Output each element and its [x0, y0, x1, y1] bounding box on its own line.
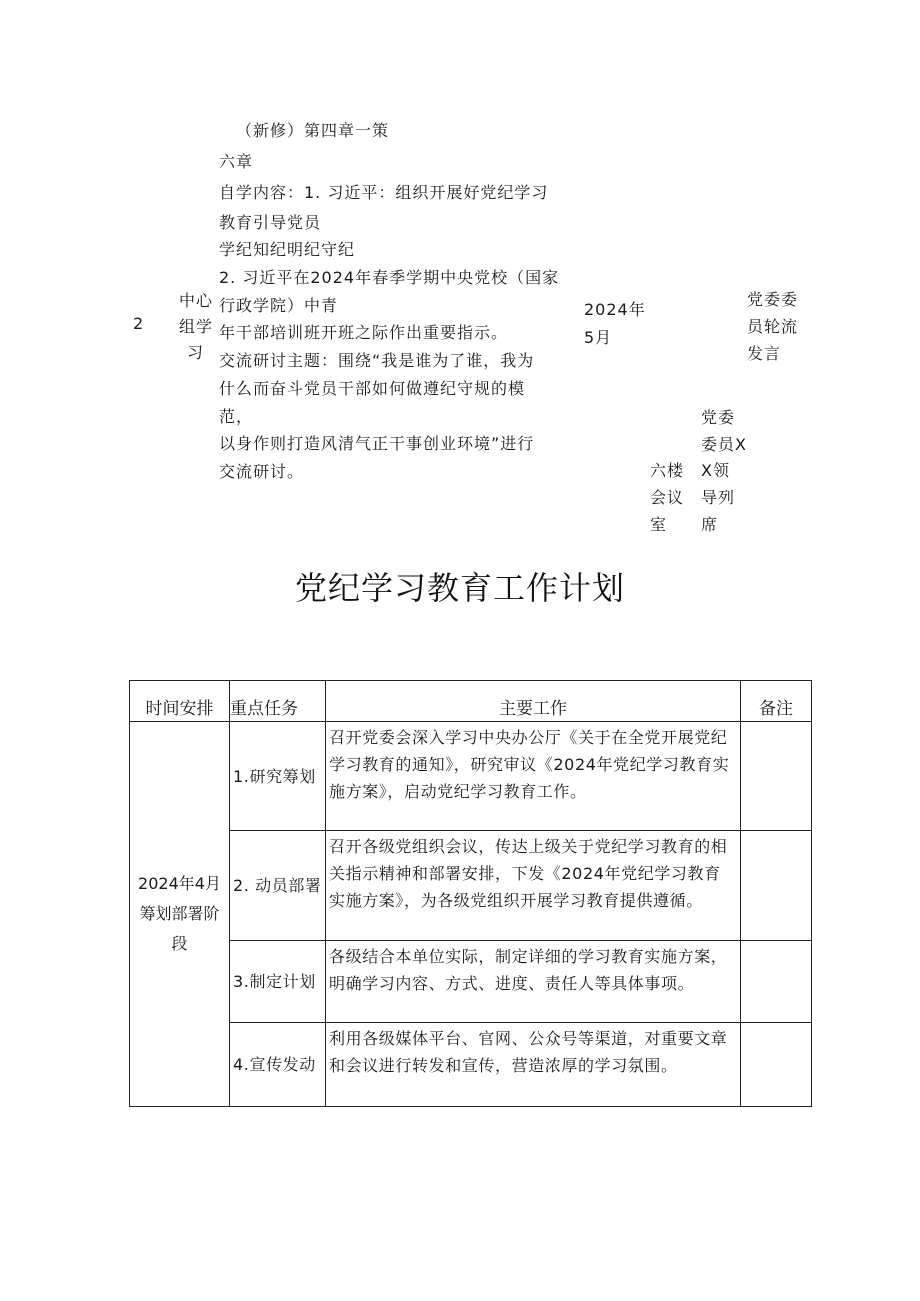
participants-line: 党委	[701, 408, 736, 427]
content-line: 交流研讨。	[219, 462, 305, 481]
participants-line: 导列	[701, 488, 736, 507]
note-cell	[741, 941, 812, 1023]
plan-table	[129, 680, 812, 1107]
stage-line: 筹划部署阶	[139, 904, 220, 923]
note-line: 发言	[747, 344, 782, 363]
task-cell: 3.制定计划	[230, 941, 326, 1023]
content-line: 学纪知纪明纪守纪	[219, 240, 356, 259]
page-title: 党纪学习教育工作计划	[294, 569, 625, 607]
note-line: 党委委	[747, 290, 799, 309]
table-row	[130, 941, 812, 1023]
content-line: 自学内容：1. 习近平：组织开展好党纪学习	[219, 183, 549, 202]
participants-line: X领	[701, 461, 730, 480]
content-line: 2. 习近平在2024年春季学期中央党校（国家	[219, 268, 560, 287]
table-row	[130, 831, 812, 941]
header-task: 重点任务	[230, 681, 326, 722]
stage-line: 2024年4月	[138, 874, 221, 893]
form-line: 中心	[179, 291, 214, 310]
work-cell: 召开各级党组织会议，传达上级关于党纪学习教育的相关指示精神和部署安排，下发《2024年党纪学习教育实施方案》，为各级党组织开展学习教育提供遵循。	[326, 831, 741, 941]
work-cell: 召开党委会深入学习中央办公厅《关于在全党开展党纪学习教育的通知》，研究审议《2024年党纪学习教育实施方案》，启动党纪学习教育工作。	[326, 722, 741, 831]
content-line: 交流研讨主题：围绕“我是谁为了谁，我为	[219, 351, 535, 370]
participants-line: 席	[701, 515, 719, 534]
note-cell	[741, 722, 812, 831]
table-row	[130, 1023, 812, 1107]
content-line: （新修）第四章一策	[236, 121, 390, 140]
note-line: 员轮流	[747, 317, 799, 336]
stage-line: 段	[171, 934, 188, 953]
location-line: 六楼	[650, 461, 685, 480]
header-work: 主要工作	[326, 681, 741, 722]
stage-cell	[130, 722, 230, 1107]
content-line: 以身作则打造风清气正干事创业环境”进行	[219, 434, 535, 453]
content-line: 教育引导党员	[219, 213, 322, 232]
content-line: 行政学院）中青	[219, 296, 339, 315]
work-cell: 利用各级媒体平台、官网、公众号等渠道，对重要文章和会议进行转发和宣传，营造浓厚的学习氛围。	[326, 1023, 741, 1107]
content-line: 年干部培训班开班之际作出重要指示。	[219, 323, 509, 342]
note-cell	[741, 1023, 812, 1107]
location-line: 会议	[650, 488, 685, 507]
note-cell	[741, 831, 812, 941]
table-row	[130, 722, 812, 831]
header-note: 备注	[741, 681, 812, 722]
form-line: 组学	[179, 317, 214, 336]
table-header-row	[130, 681, 812, 722]
header-time: 时间安排	[130, 681, 230, 722]
content-line: 六章	[219, 152, 254, 171]
task-cell: 1.研究筹划	[230, 722, 326, 831]
time-line: 5月	[584, 328, 613, 347]
fragment-row-number: 2	[133, 314, 145, 333]
task-cell: 2. 动员部署	[230, 831, 326, 941]
task-cell: 4.宣传发动	[230, 1023, 326, 1107]
location-line: 室	[650, 515, 668, 534]
time-line: 2024年	[584, 300, 646, 319]
form-line: 习	[187, 343, 205, 362]
content-line: 什么而奋斗党员干部如何做遵纪守规的模	[219, 379, 526, 398]
participants-line: 委员X	[701, 435, 747, 454]
work-cell: 各级结合本单位实际，制定详细的学习教育实施方案，明确学习内容、方式、进度、责任人等具体事项。	[326, 941, 741, 1023]
content-line: 范，	[219, 407, 254, 426]
